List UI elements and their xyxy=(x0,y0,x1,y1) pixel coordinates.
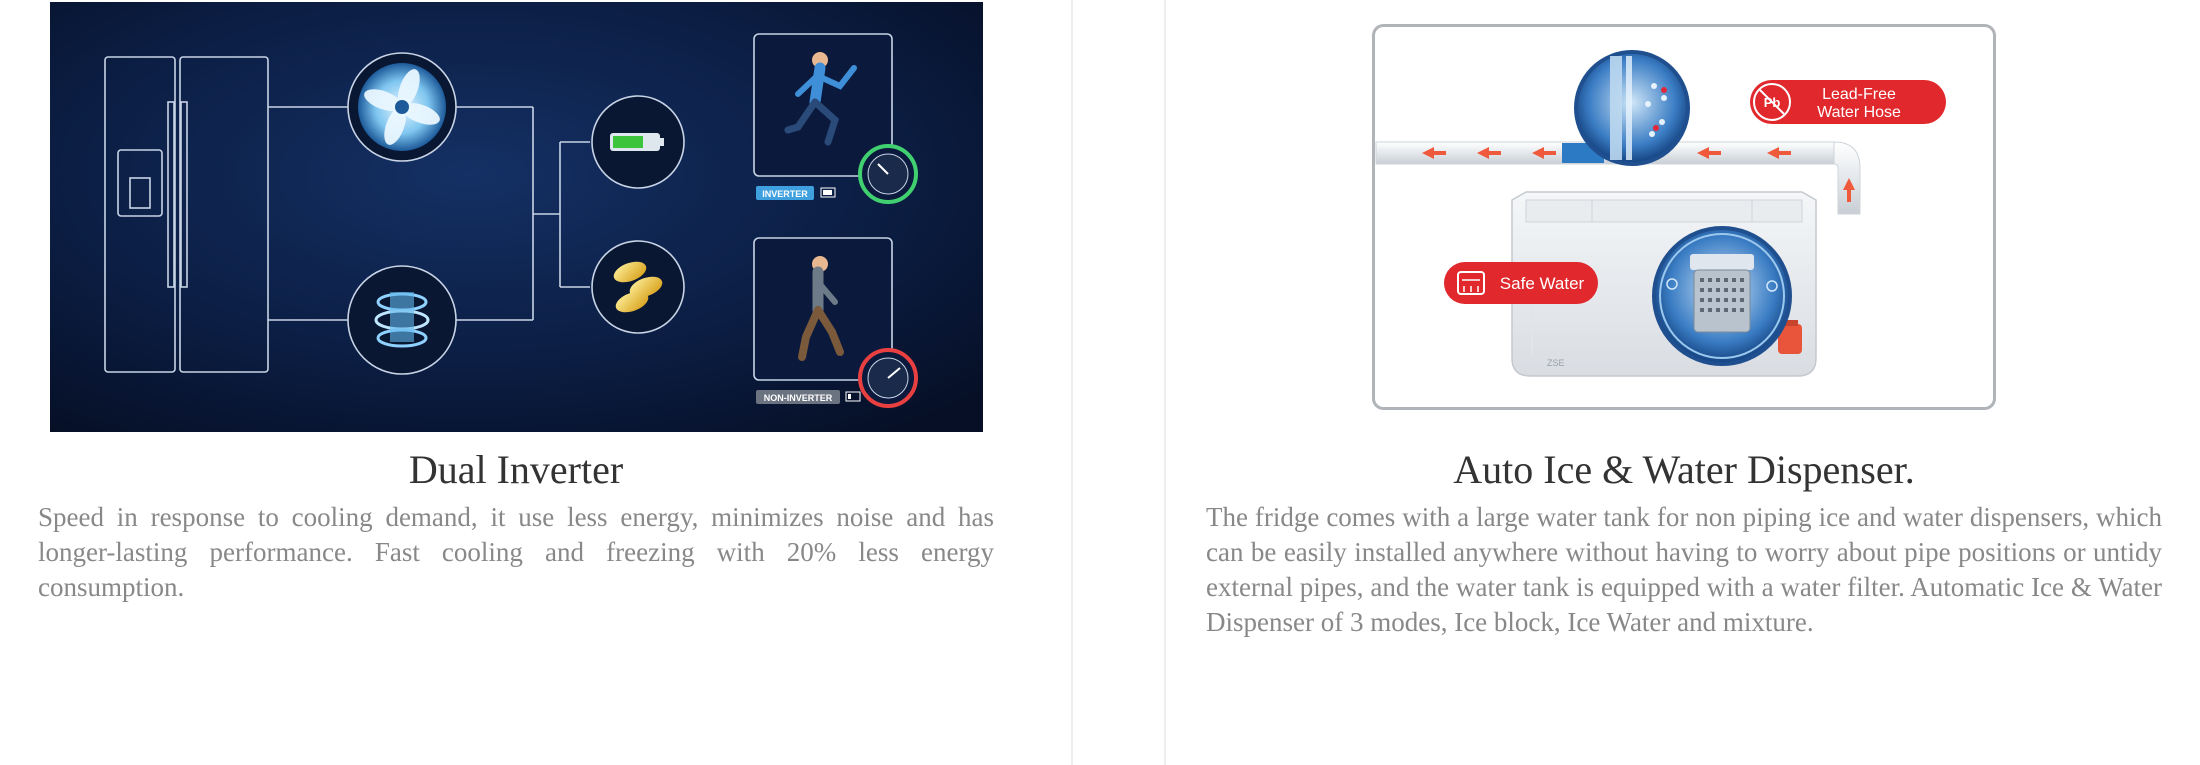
high-gauge-icon xyxy=(860,350,916,406)
dual-inverter-illustration xyxy=(50,2,983,432)
battery-icon xyxy=(592,96,684,188)
non-inverter-runner-panel xyxy=(754,238,916,406)
pipe-magnifier-icon xyxy=(1576,52,1688,164)
non-inverter-tag: NON-INVERTER xyxy=(763,393,833,403)
safe-water-badge xyxy=(1444,262,1598,304)
filter-magnifier-icon xyxy=(1654,228,1790,364)
feature-title: Dual Inverter xyxy=(408,447,624,492)
feature-title: Auto Ice & Water Dispenser. xyxy=(1453,447,1915,492)
tank-mark: ZSE xyxy=(1547,358,1565,368)
inverter-tag: INVERTER xyxy=(762,189,808,199)
feature-description: The fridge comes with a large water tank for non piping ice and water dispensers, which can be easily installed anywhere without having to worry about pipe positions or untidy external pipes, and the water tank is equipped with a water filter. Automatic Ice & Water Dispenser of 3 modes, Ice block, Ice Water and mixture. xyxy=(1206,502,2162,637)
coins-icon xyxy=(592,241,684,333)
inverter-runner-panel xyxy=(754,34,916,202)
feature-card-auto-ice-water xyxy=(1164,0,2200,765)
compressor-icon xyxy=(348,266,456,374)
lead-free-label-line2: Water Hose xyxy=(1817,104,1901,121)
dual-inverter-image xyxy=(50,2,983,432)
lead-free-badge xyxy=(1750,80,1946,124)
safe-water-label: Safe Water xyxy=(1499,274,1585,293)
water-dispenser-image xyxy=(1372,24,1996,410)
low-gauge-icon xyxy=(860,146,916,202)
feature-description: Speed in response to cooling demand, it use less energy, minimizes noise and has longer-lasting performance. Fast cooling and freezing with 20% less energy consumption. xyxy=(38,502,994,602)
feature-card-dual-inverter xyxy=(0,0,1073,765)
water-tank-illustration xyxy=(1372,24,1996,410)
fan-icon xyxy=(348,53,456,161)
lead-free-label-line1: Lead-Free xyxy=(1822,86,1896,103)
pb-symbol: Pb xyxy=(1763,95,1781,110)
